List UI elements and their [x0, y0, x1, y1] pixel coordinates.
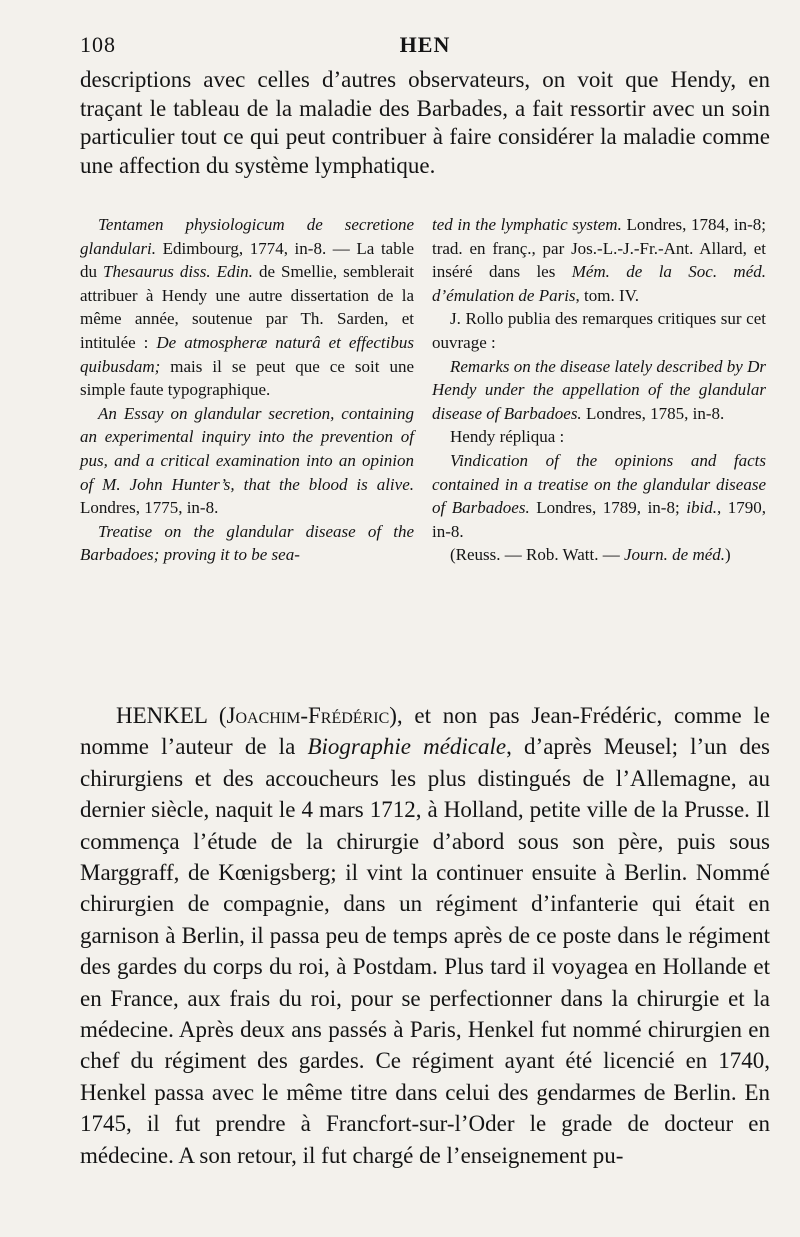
footnote-rollo-intro: J. Rollo publia des remarques critiques sur cet ouvrage :	[432, 309, 766, 352]
running-head: HEN	[399, 32, 451, 57]
lead-paragraph-text: descriptions avec celles d’autres observateurs, on voit que Hendy, en traçant le tableau de la maladie des Barbades, a fait ressortir avec un soin particulier tout ce qui peut contribuer à faire considérer la maladie comme une affection du système lymphatique.	[80, 67, 770, 178]
entry-text: , d’après Meusel; l’un des chirurgiens et des accoucheurs les plus distingués de l’Allemagne, au dernier siècle, naquit le 4 mars 1712, à Holland, petite ville de la Prusse. Il commença l’étude de la chirurgie d’abord sous son père, puis sous Marggraff, de Kœnigsberg; il vint la continuer ensuite à Berlin. Nommé chirurgien de compagnie, dans un régiment d’infanterie qui était en garnison à Berlin, il passa peu de temps après de ce poste dans le régiment des gardes du corps du roi, à Postdam. Plus tard il voyagea en Hollande et en France, aux frais du roi, pour se perfectionner dans la chirurgie et la médecine. Après deux ans passés à Paris, Henkel fut nommé chirurgien en chef du régiment des gardes. Ce régiment ayant été licencié en 1740, Henkel passa avec le même titre dans celui des gendarmes de Berlin. En 1745, il fut prendre à Francfort-sur-l’Oder le grade de docteur en médecine. A son retour, il fut chargé de l’enseignement pu-	[80, 734, 771, 1168]
italic-title: De atmospheræ naturâ et effectibus quibusdam;	[80, 332, 414, 376]
note-text: Londres, 1785, in-8.	[581, 403, 725, 423]
entry-headword: HENKEL	[116, 703, 208, 728]
italic-title: Remarks on the disease lately described by Dr Hendy under the appellation of the glandular disease of Barbadoes.	[432, 356, 766, 423]
footnote-column-left	[80, 213, 414, 567]
entry-text: ), et non pas Jean-Frédéric, comme le nomme l’auteur de la	[80, 703, 770, 760]
note-text: Edimbourg, 1774, in-8. — La table du	[80, 238, 414, 282]
page-header	[80, 32, 770, 62]
italic-title: An Essay on glandular secretion, containing an experimental inquiry into the prevention of pus, and a critical examination into an opinion of M. John Hunter’s, that the blood is alive.	[80, 403, 414, 494]
italic-title: Tentamen physiologicum de secretione glandulari.	[80, 215, 414, 258]
footnote-essay	[80, 402, 414, 520]
footnote-column-right	[432, 213, 766, 567]
footnote-sources	[432, 543, 766, 567]
entry-given-names: Joachim-Frédéric	[226, 703, 390, 728]
italic-title: Mém. de la Soc. méd. d’émulation de Paris	[432, 262, 766, 305]
footnotes	[80, 213, 770, 673]
note-text: )	[725, 545, 731, 565]
footnote-rollo	[432, 355, 766, 426]
note-text: Londres, 1789, in-8;	[529, 498, 687, 518]
page-number: 108	[80, 32, 116, 57]
italic-title: Vindication of the opinions and facts contained in a treatise on the glandular disease of Barbadoes.	[432, 450, 766, 518]
footnote-treatise-continued	[432, 213, 766, 307]
footnote-reply-intro: Hendy répliqua :	[450, 427, 565, 447]
entry-henkel-text: HENKEL (Joachim-Frédéric), et non pas Jean-Frédéric, comme le nomme l’auteur de la Biographie médicale, d’après Meusel; l’un des chirurgiens et des accoucheurs les plus distingués de l’Allemagne, au dernier siècle, naquit le 4 mars 1712, à Holland, petite ville de la Prusse. Il commença l’étude de la chirurgie d’abord sous son père, puis sous Marggraff, de Kœnigsberg; il vint la continuer ensuite à Berlin. Nommé chirurgien de compagnie, dans un régiment d’infanterie qui était en garnison à Berlin, il passa peu de temps après de ce poste dans le régiment des gardes du corps du roi, à Postdam. Plus tard il voyagea en Hollande et en France, aux frais du roi, pour se perfectionner dans la chirurgie et la médecine. Après deux ans passés à Paris, Henkel fut nommé chirurgien en chef du régiment des gardes. Ce régiment ayant été licencié en 1740, Henkel passa avec le même titre dans celui des gendarmes de Berlin. En 1745, il fut prendre à Francfort-sur-l’Oder le grade de docteur en médecine. A son retour, il fut chargé de l’enseignement pu-	[80, 703, 771, 1168]
note-text: mais il se peut que ce soit une simple faute typographique.	[80, 356, 414, 400]
note-text: Londres, 1784, in-8; trad. en franç., par Jos.-L.-J.-Fr.-Ant. Allard, et inséré dans les	[432, 215, 766, 282]
italic-title: ted in the lymphatic system.	[432, 215, 622, 234]
footnote-treatise	[80, 520, 414, 567]
note-text: de Smellie, semblerait attribuer à Hendy une autre dissertation de la même année, soutenue par Th. Sarden, et intitulée :	[80, 262, 414, 352]
note-text: , 1790, in-8.	[432, 498, 767, 541]
note-text: (Reuss. — Rob. Watt. —	[450, 545, 624, 565]
entry-henkel	[80, 700, 770, 1171]
note-text: , tom. IV.	[575, 285, 639, 305]
continued-paragraph	[80, 66, 770, 180]
italic-title: Treatise on the glandular disease of the Barbadoes; proving it to be sea-	[80, 521, 414, 565]
footnote-vindication	[432, 449, 766, 543]
footnote-tentamen	[80, 213, 414, 402]
italic-title: Biographie médicale	[307, 734, 507, 760]
italic-title: Thesaurus diss. Edin.	[103, 262, 253, 282]
italic-title: ibid.	[686, 498, 717, 518]
italic-title: Journ. de méd.	[623, 545, 726, 565]
note-text: Londres, 1775, in-8.	[80, 498, 219, 518]
